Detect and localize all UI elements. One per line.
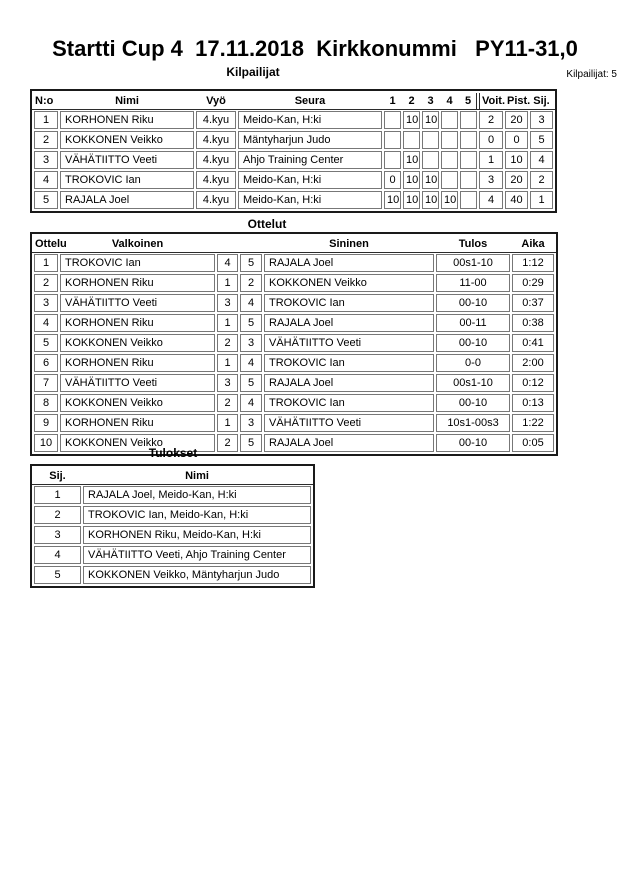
match-time: 0:12: [512, 374, 554, 392]
competitor-club: Meido-Kan, H:ki: [238, 171, 382, 189]
blue-name: VÄHÄTIITTO Veeti: [264, 334, 434, 352]
column-header-match: Ottelu: [35, 238, 67, 250]
result-row: [34, 546, 311, 564]
competitors-header-row: [34, 93, 553, 109]
column-header-name: Nimi: [185, 470, 209, 482]
match-no: 1: [34, 254, 58, 272]
column-header-points: Pist.: [507, 95, 531, 107]
result-row: [34, 506, 311, 524]
score-cell: 10: [384, 191, 401, 209]
competitor-points: 40: [505, 191, 528, 209]
match-row: [34, 254, 554, 272]
competitor-row: [34, 171, 553, 189]
match-time: 0:29: [512, 274, 554, 292]
match-time: 0:38: [512, 314, 554, 332]
column-header-place: Sij.: [49, 470, 66, 482]
match-result: 00-10: [436, 294, 510, 312]
column-header-spacer: [240, 236, 262, 252]
blue-no: 4: [240, 294, 262, 312]
match-no: 9: [34, 414, 58, 432]
result-row: [34, 486, 311, 504]
competitor-place: 3: [530, 111, 553, 129]
competitor-belt: 4.kyu: [196, 171, 236, 189]
blue-no: 5: [240, 254, 262, 272]
blue-name: TROKOVIC Ian: [264, 294, 434, 312]
white-no: 2: [217, 434, 238, 452]
column-header-place: Sij.: [533, 95, 550, 107]
competitor-wins: 3: [479, 171, 503, 189]
blue-no: 5: [240, 374, 262, 392]
match-result: 00-10: [436, 394, 510, 412]
blue-name: VÄHÄTIITTO Veeti: [264, 414, 434, 432]
white-name: KORHONEN Riku: [60, 354, 215, 372]
match-row: [34, 314, 554, 332]
white-no: 1: [217, 274, 238, 292]
white-name: VÄHÄTIITTO Veeti: [60, 294, 215, 312]
match-no: 3: [34, 294, 58, 312]
competitor-club: Ahjo Training Center: [238, 151, 382, 169]
match-time: 0:13: [512, 394, 554, 412]
competitors-table: [30, 89, 557, 213]
header-divider: [32, 109, 555, 110]
match-row: [34, 414, 554, 432]
competitor-place: 1: [530, 191, 553, 209]
competitor-club: Meido-Kan, H:ki: [238, 111, 382, 129]
competitor-no: 1: [34, 111, 58, 129]
result-place: 1: [34, 486, 81, 504]
score-cell: [441, 111, 458, 129]
competitor-belt: 4.kyu: [196, 151, 236, 169]
competitor-club: Meido-Kan, H:ki: [238, 191, 382, 209]
column-header-s2: 2: [408, 95, 415, 107]
column-header-time: Aika: [521, 238, 545, 250]
column-header-spacer: [217, 236, 238, 252]
result-place: 4: [34, 546, 81, 564]
competitor-place: 4: [530, 151, 553, 169]
blue-name: RAJALA Joel: [264, 434, 434, 452]
match-row: [34, 374, 554, 392]
result-row: [34, 566, 311, 584]
score-cell: 10: [403, 151, 420, 169]
competitor-points: 20: [505, 111, 528, 129]
match-result: 11-00: [436, 274, 510, 292]
section-title-competitors: Kilpailijat: [226, 65, 280, 79]
white-name: KORHONEN Riku: [60, 314, 215, 332]
score-cell: 10: [422, 171, 439, 189]
white-name: VÄHÄTIITTO Veeti: [60, 374, 215, 392]
score-cell: [460, 171, 477, 189]
blue-no: 4: [240, 354, 262, 372]
match-no: 6: [34, 354, 58, 372]
white-no: 1: [217, 314, 238, 332]
competitor-wins: 0: [479, 131, 503, 149]
score-cell: [384, 111, 401, 129]
score-cell: [422, 131, 439, 149]
white-no: 3: [217, 294, 238, 312]
results-header-row: [34, 468, 311, 484]
competitor-club: Mäntyharjun Judo: [238, 131, 382, 149]
white-no: 1: [217, 414, 238, 432]
column-header-result: Tulos: [458, 238, 488, 250]
score-cell: [441, 151, 458, 169]
match-time: 2:00: [512, 354, 554, 372]
header-divider: [32, 484, 313, 485]
matches-table: [30, 232, 558, 456]
score-cell: [441, 131, 458, 149]
score-cell: 10: [422, 191, 439, 209]
competitor-name: TROKOVIC Ian: [60, 171, 194, 189]
match-result: 00s1-10: [436, 374, 510, 392]
column-header-blue: Sininen: [329, 238, 369, 250]
competitor-no: 3: [34, 151, 58, 169]
match-row: [34, 294, 554, 312]
competitor-row: [34, 111, 553, 129]
column-header-name: Nimi: [115, 95, 139, 107]
result-place: 3: [34, 526, 81, 544]
match-row: [34, 394, 554, 412]
column-header-s4: 4: [446, 95, 453, 107]
white-no: 2: [217, 334, 238, 352]
column-header-no: N:o: [35, 95, 54, 107]
match-row: [34, 274, 554, 292]
match-no: 7: [34, 374, 58, 392]
match-row: [34, 354, 554, 372]
score-cell: [460, 151, 477, 169]
competitor-points: 0: [505, 131, 528, 149]
blue-name: RAJALA Joel: [264, 254, 434, 272]
competitor-wins: 4: [479, 191, 503, 209]
blue-name: TROKOVIC Ian: [264, 354, 434, 372]
match-no: 5: [34, 334, 58, 352]
section-title-matches: Ottelut: [247, 217, 287, 231]
score-cell: [384, 131, 401, 149]
score-cell: [384, 151, 401, 169]
column-header-club: Seura: [294, 95, 326, 107]
blue-no: 5: [240, 314, 262, 332]
matches-header-row: [34, 236, 554, 252]
blue-no: 3: [240, 334, 262, 352]
competitor-no: 4: [34, 171, 58, 189]
match-time: 1:12: [512, 254, 554, 272]
match-no: 4: [34, 314, 58, 332]
competitor-wins: 1: [479, 151, 503, 169]
score-cell: 10: [403, 171, 420, 189]
column-header-s5: 5: [460, 93, 477, 109]
blue-no: 3: [240, 414, 262, 432]
score-cell: [460, 131, 477, 149]
competitor-belt: 4.kyu: [196, 131, 236, 149]
result-entry: VÄHÄTIITTO Veeti, Ahjo Training Center: [83, 546, 311, 564]
score-cell: [460, 111, 477, 129]
match-no: 8: [34, 394, 58, 412]
white-name: KOKKONEN Veikko: [60, 434, 215, 452]
competitor-row: [34, 131, 553, 149]
column-header-s1: 1: [389, 95, 396, 107]
competitor-name: KOKKONEN Veikko: [60, 131, 194, 149]
score-cell: 10: [403, 191, 420, 209]
match-result: 10s1-00s3: [436, 414, 510, 432]
match-result: 00-10: [436, 434, 510, 452]
blue-name: RAJALA Joel: [264, 314, 434, 332]
competitor-name: VÄHÄTIITTO Veeti: [60, 151, 194, 169]
result-place: 5: [34, 566, 81, 584]
competitor-row: [34, 191, 553, 209]
score-cell: [422, 151, 439, 169]
column-header-white: Valkoinen: [111, 238, 164, 250]
white-name: KORHONEN Riku: [60, 274, 215, 292]
competitor-place: 2: [530, 171, 553, 189]
score-cell: 10: [441, 191, 458, 209]
competitor-place: 5: [530, 131, 553, 149]
result-entry: KORHONEN Riku, Meido-Kan, H:ki: [83, 526, 311, 544]
column-header-belt: Vyö: [206, 95, 226, 107]
match-time: 0:41: [512, 334, 554, 352]
score-cell: [403, 131, 420, 149]
competitor-count: Kilpailijat: 5: [566, 69, 617, 80]
white-name: KOKKONEN Veikko: [60, 394, 215, 412]
match-time: 0:37: [512, 294, 554, 312]
match-time: 1:22: [512, 414, 554, 432]
header-divider: [32, 252, 556, 253]
score-cell: [441, 171, 458, 189]
white-name: KOKKONEN Veikko: [60, 334, 215, 352]
result-entry: RAJALA Joel, Meido-Kan, H:ki: [83, 486, 311, 504]
score-cell: 10: [422, 111, 439, 129]
competitor-points: 20: [505, 171, 528, 189]
score-cell: 0: [384, 171, 401, 189]
blue-no: 5: [240, 434, 262, 452]
competitor-no: 5: [34, 191, 58, 209]
match-row: [34, 334, 554, 352]
white-no: 1: [217, 354, 238, 372]
competitor-belt: 4.kyu: [196, 191, 236, 209]
white-no: 3: [217, 374, 238, 392]
competitor-row: [34, 151, 553, 169]
page-title: Startti Cup 4 17.11.2018 Kirkkonummi PY11-31,0: [52, 36, 578, 61]
score-cell: [460, 191, 477, 209]
competitor-wins: 2: [479, 111, 503, 129]
match-time: 0:05: [512, 434, 554, 452]
match-result: 0-0: [436, 354, 510, 372]
white-no: 4: [217, 254, 238, 272]
match-result: 00-10: [436, 334, 510, 352]
blue-name: KOKKONEN Veikko: [264, 274, 434, 292]
blue-name: TROKOVIC Ian: [264, 394, 434, 412]
white-name: TROKOVIC Ian: [60, 254, 215, 272]
column-header-s3: 3: [427, 95, 434, 107]
result-row: [34, 526, 311, 544]
blue-no: 2: [240, 274, 262, 292]
blue-no: 4: [240, 394, 262, 412]
competitor-belt: 4.kyu: [196, 111, 236, 129]
score-cell: 10: [403, 111, 420, 129]
match-no: 10: [34, 434, 58, 452]
competitor-name: KORHONEN Riku: [60, 111, 194, 129]
match-row: [34, 434, 554, 452]
competitor-name: RAJALA Joel: [60, 191, 194, 209]
results-table: [30, 464, 315, 588]
section-title-results: Tulokset: [148, 446, 198, 460]
competitor-points: 10: [505, 151, 528, 169]
match-no: 2: [34, 274, 58, 292]
white-name: KORHONEN Riku: [60, 414, 215, 432]
result-entry: KOKKONEN Veikko, Mäntyharjun Judo: [83, 566, 311, 584]
match-result: 00s1-10: [436, 254, 510, 272]
column-header-wins: Voit.: [479, 93, 503, 109]
match-result: 00-11: [436, 314, 510, 332]
competitor-no: 2: [34, 131, 58, 149]
blue-name: RAJALA Joel: [264, 374, 434, 392]
white-no: 2: [217, 394, 238, 412]
result-place: 2: [34, 506, 81, 524]
result-entry: TROKOVIC Ian, Meido-Kan, H:ki: [83, 506, 311, 524]
